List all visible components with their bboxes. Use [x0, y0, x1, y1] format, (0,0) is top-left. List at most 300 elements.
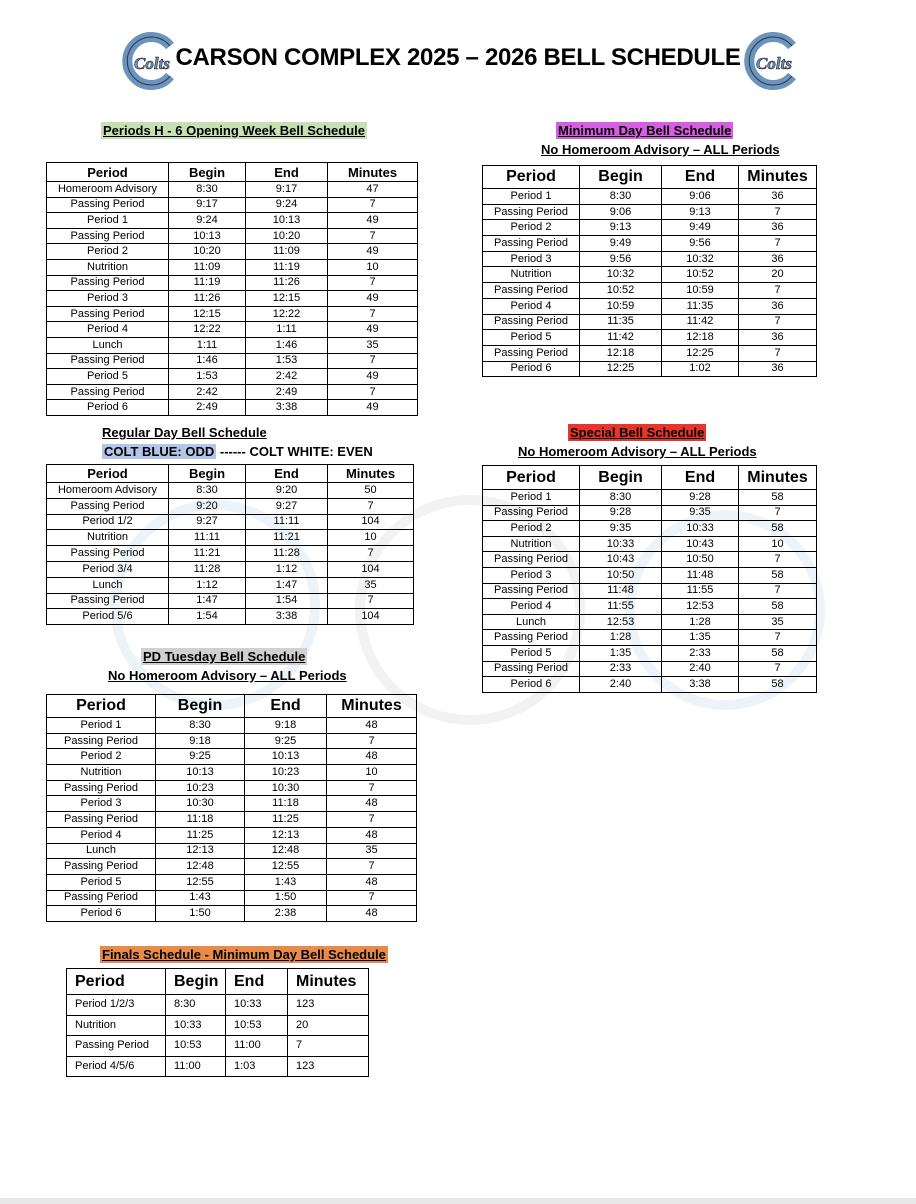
- end-cell: 10:33: [662, 521, 739, 537]
- table-row: [47, 780, 417, 796]
- minutes-cell: 7: [328, 275, 418, 291]
- begin-cell: 1:28: [580, 630, 662, 646]
- colt-white-label: COLT WHITE: EVEN: [249, 444, 373, 459]
- table-row: [483, 361, 817, 377]
- begin-cell: 1:43: [156, 890, 245, 906]
- column-header-end: End: [246, 465, 328, 483]
- minutes-cell: 48: [327, 874, 417, 890]
- minutes-cell: 36: [739, 361, 817, 377]
- end-cell: 12:25: [662, 345, 739, 361]
- minutes-cell: 7: [327, 890, 417, 906]
- column-header-begin: Begin: [156, 695, 245, 718]
- column-header-period: Period: [483, 166, 580, 189]
- table-row: [47, 213, 418, 229]
- regular-day-heading: Regular Day Bell Schedule: [102, 425, 267, 440]
- begin-cell: 9:24: [169, 213, 246, 229]
- table-row: [47, 384, 418, 400]
- minutes-cell: 35: [328, 577, 414, 593]
- begin-cell: 11:26: [169, 291, 246, 307]
- minutes-cell: 35: [739, 614, 817, 630]
- period-cell: Nutrition: [47, 765, 156, 781]
- column-header-minutes: Minutes: [328, 163, 418, 182]
- minutes-cell: 123: [288, 1056, 369, 1077]
- minimum-day-table: [482, 165, 817, 377]
- period-cell: Period 1: [483, 189, 580, 205]
- period-cell: Period 6: [483, 677, 580, 693]
- minutes-cell: 104: [328, 514, 414, 530]
- end-cell: 3:38: [662, 677, 739, 693]
- table-row: [47, 275, 418, 291]
- minutes-cell: 49: [328, 322, 418, 338]
- table-row: [47, 483, 414, 499]
- column-header-begin: Begin: [169, 465, 246, 483]
- table-row: [483, 283, 817, 299]
- minutes-cell: 36: [739, 251, 817, 267]
- period-cell: Period 2: [483, 220, 580, 236]
- end-cell: 10:13: [246, 213, 328, 229]
- begin-cell: 11:18: [156, 812, 245, 828]
- begin-cell: 1:50: [156, 906, 245, 922]
- column-header-period: Period: [483, 466, 580, 490]
- begin-cell: 10:33: [166, 1015, 226, 1036]
- period-cell: Period 4: [47, 827, 156, 843]
- end-cell: 1:12: [246, 561, 328, 577]
- legend-separator: ------: [216, 444, 250, 459]
- table-row: [483, 251, 817, 267]
- minutes-cell: 10: [739, 536, 817, 552]
- end-cell: 1:02: [662, 361, 739, 377]
- table-row: [47, 561, 414, 577]
- period-cell: Period 5: [483, 330, 580, 346]
- begin-cell: 11:09: [169, 259, 246, 275]
- end-cell: 11:21: [246, 530, 328, 546]
- period-cell: Passing Period: [483, 552, 580, 568]
- table-row: [47, 859, 417, 875]
- end-cell: 12:15: [246, 291, 328, 307]
- begin-cell: 11:28: [169, 561, 246, 577]
- end-cell: 1:47: [246, 577, 328, 593]
- period-cell: Nutrition: [67, 1015, 166, 1036]
- column-header-end: End: [662, 166, 739, 189]
- begin-cell: 9:28: [580, 505, 662, 521]
- minutes-cell: 7: [739, 236, 817, 252]
- period-cell: Lunch: [483, 614, 580, 630]
- table-row: [47, 498, 414, 514]
- header-row: [47, 465, 414, 483]
- period-cell: Passing Period: [47, 593, 169, 609]
- period-cell: Passing Period: [67, 1036, 166, 1057]
- period-cell: Passing Period: [483, 583, 580, 599]
- table-row: [47, 843, 417, 859]
- end-cell: 10:59: [662, 283, 739, 299]
- end-cell: 10:13: [245, 749, 327, 765]
- minutes-cell: 7: [328, 197, 418, 213]
- table-row: [483, 645, 817, 661]
- minutes-cell: 7: [739, 314, 817, 330]
- end-cell: 11:42: [662, 314, 739, 330]
- table-row: [483, 204, 817, 220]
- begin-cell: 1:46: [169, 353, 246, 369]
- period-cell: Passing Period: [483, 630, 580, 646]
- column-header-minutes: Minutes: [739, 166, 817, 189]
- begin-cell: 9:25: [156, 749, 245, 765]
- end-cell: 1:53: [246, 353, 328, 369]
- header-row: [47, 163, 418, 182]
- end-cell: 1:28: [662, 614, 739, 630]
- period-cell: Period 6: [47, 400, 169, 416]
- period-cell: Period 3: [483, 251, 580, 267]
- period-cell: Period 3/4: [47, 561, 169, 577]
- end-cell: 10:20: [246, 228, 328, 244]
- end-cell: 9:28: [662, 490, 739, 506]
- minutes-cell: 123: [288, 995, 369, 1016]
- period-cell: Period 1: [483, 490, 580, 506]
- opening-week-table: [46, 162, 418, 416]
- begin-cell: 1:53: [169, 369, 246, 385]
- header-row: [67, 969, 369, 995]
- period-cell: Nutrition: [47, 259, 169, 275]
- begin-cell: 11:19: [169, 275, 246, 291]
- minutes-cell: 48: [327, 906, 417, 922]
- minutes-cell: 35: [327, 843, 417, 859]
- minutes-cell: 7: [328, 306, 418, 322]
- period-cell: Period 4/5/6: [67, 1056, 166, 1077]
- period-cell: Period 2: [47, 244, 169, 260]
- begin-cell: 10:50: [580, 567, 662, 583]
- period-cell: Nutrition: [483, 267, 580, 283]
- begin-cell: 8:30: [580, 189, 662, 205]
- table-row: [47, 827, 417, 843]
- period-cell: Period 4: [47, 322, 169, 338]
- begin-cell: 9:27: [169, 514, 246, 530]
- table-row: [483, 614, 817, 630]
- regular-day-table: [46, 464, 414, 625]
- period-cell: Passing Period: [47, 353, 169, 369]
- end-cell: 1:11: [246, 322, 328, 338]
- column-header-end: End: [226, 969, 288, 995]
- begin-cell: 12:53: [580, 614, 662, 630]
- period-cell: Period 5: [47, 874, 156, 890]
- minutes-cell: 36: [739, 298, 817, 314]
- column-header-period: Period: [47, 695, 156, 718]
- end-cell: 9:27: [246, 498, 328, 514]
- table-row: [47, 353, 418, 369]
- end-cell: 12:55: [245, 859, 327, 875]
- minutes-cell: 58: [739, 599, 817, 615]
- minutes-cell: 58: [739, 521, 817, 537]
- colt-blue-label: COLT BLUE: ODD: [104, 444, 215, 459]
- end-cell: 9:06: [662, 189, 739, 205]
- end-cell: 1:03: [226, 1056, 288, 1077]
- begin-cell: 1:12: [169, 577, 246, 593]
- table-row: [47, 530, 414, 546]
- table-row: [483, 661, 817, 677]
- period-cell: Passing Period: [483, 204, 580, 220]
- begin-cell: 11:48: [580, 583, 662, 599]
- begin-cell: 8:30: [156, 718, 245, 734]
- minutes-cell: 7: [327, 780, 417, 796]
- special-subheading: No Homeroom Advisory – ALL Periods: [518, 444, 757, 459]
- minutes-cell: 7: [288, 1036, 369, 1057]
- column-header-minutes: Minutes: [288, 969, 369, 995]
- minutes-cell: 36: [739, 220, 817, 236]
- minutes-cell: 104: [328, 609, 414, 625]
- minutes-cell: 7: [328, 353, 418, 369]
- begin-cell: 11:00: [166, 1056, 226, 1077]
- pd-tuesday-heading: PD Tuesday Bell Schedule: [143, 649, 306, 664]
- period-cell: Period 6: [47, 906, 156, 922]
- table-row: [483, 583, 817, 599]
- table-row: [483, 330, 817, 346]
- end-cell: 11:18: [245, 796, 327, 812]
- end-cell: 9:18: [245, 718, 327, 734]
- period-cell: Passing Period: [47, 546, 169, 562]
- period-cell: Passing Period: [483, 345, 580, 361]
- period-cell: Homeroom Advisory: [47, 182, 169, 198]
- minutes-cell: 7: [328, 498, 414, 514]
- minutes-cell: 10: [327, 765, 417, 781]
- minutes-cell: 7: [739, 552, 817, 568]
- begin-cell: 9:18: [156, 733, 245, 749]
- minutes-cell: 20: [288, 1015, 369, 1036]
- table-row: [47, 400, 418, 416]
- end-cell: 9:35: [662, 505, 739, 521]
- begin-cell: 11:25: [156, 827, 245, 843]
- minutes-cell: 48: [327, 749, 417, 765]
- minutes-cell: 104: [328, 561, 414, 577]
- begin-cell: 10:33: [580, 536, 662, 552]
- svg-text:Colts: Colts: [134, 54, 170, 73]
- end-cell: 10:43: [662, 536, 739, 552]
- minutes-cell: 47: [328, 182, 418, 198]
- end-cell: 11:35: [662, 298, 739, 314]
- begin-cell: 1:54: [169, 609, 246, 625]
- begin-cell: 10:52: [580, 283, 662, 299]
- table-row: [47, 322, 418, 338]
- begin-cell: 9:17: [169, 197, 246, 213]
- minutes-cell: 7: [328, 228, 418, 244]
- table-row: [483, 505, 817, 521]
- table-row: [483, 630, 817, 646]
- table-row: [47, 337, 418, 353]
- column-header-period: Period: [47, 465, 169, 483]
- period-cell: Passing Period: [47, 228, 169, 244]
- special-table: [482, 465, 817, 693]
- minutes-cell: 36: [739, 189, 817, 205]
- table-row: [67, 995, 369, 1016]
- end-cell: 11:55: [662, 583, 739, 599]
- table-row: [483, 521, 817, 537]
- opening-week-heading: Periods H - 6 Opening Week Bell Schedule: [103, 123, 365, 138]
- begin-cell: 8:30: [580, 490, 662, 506]
- begin-cell: 12:48: [156, 859, 245, 875]
- end-cell: 11:11: [246, 514, 328, 530]
- end-cell: 10:32: [662, 251, 739, 267]
- header-row: [483, 466, 817, 490]
- table-row: [67, 1036, 369, 1057]
- period-cell: Period 5: [483, 645, 580, 661]
- minutes-cell: 7: [739, 283, 817, 299]
- table-row: [47, 577, 414, 593]
- end-cell: 11:26: [246, 275, 328, 291]
- table-row: [47, 369, 418, 385]
- minutes-cell: 58: [739, 490, 817, 506]
- end-cell: 1:43: [245, 874, 327, 890]
- end-cell: 12:18: [662, 330, 739, 346]
- period-cell: Passing Period: [483, 505, 580, 521]
- header-row: [483, 166, 817, 189]
- minutes-cell: 48: [327, 718, 417, 734]
- end-cell: 9:17: [246, 182, 328, 198]
- period-cell: Period 4: [483, 599, 580, 615]
- minutes-cell: 7: [327, 733, 417, 749]
- table-row: [47, 259, 418, 275]
- column-header-minutes: Minutes: [328, 465, 414, 483]
- begin-cell: 12:18: [580, 345, 662, 361]
- page-bottom-edge: [0, 1198, 916, 1204]
- period-cell: Passing Period: [47, 306, 169, 322]
- begin-cell: 12:25: [580, 361, 662, 377]
- table-row: [47, 765, 417, 781]
- minutes-cell: 7: [328, 546, 414, 562]
- end-cell: 12:53: [662, 599, 739, 615]
- column-header-begin: Begin: [580, 166, 662, 189]
- column-header-end: End: [246, 163, 328, 182]
- minutes-cell: 49: [328, 213, 418, 229]
- column-header-period: Period: [67, 969, 166, 995]
- period-cell: Period 5: [47, 369, 169, 385]
- minutes-cell: 7: [739, 345, 817, 361]
- period-cell: Passing Period: [483, 314, 580, 330]
- finals-heading: Finals Schedule - Minimum Day Bell Schedule: [102, 947, 386, 962]
- begin-cell: 2:33: [580, 661, 662, 677]
- begin-cell: 1:11: [169, 337, 246, 353]
- table-row: [47, 197, 418, 213]
- period-cell: Period 2: [47, 749, 156, 765]
- end-cell: 9:13: [662, 204, 739, 220]
- minutes-cell: 48: [327, 796, 417, 812]
- end-cell: 12:13: [245, 827, 327, 843]
- special-heading: Special Bell Schedule: [570, 425, 705, 440]
- table-row: [47, 890, 417, 906]
- column-header-begin: Begin: [580, 466, 662, 490]
- minutes-cell: 7: [328, 384, 418, 400]
- table-row: [47, 291, 418, 307]
- end-cell: 1:35: [662, 630, 739, 646]
- period-cell: Lunch: [47, 577, 169, 593]
- end-cell: 10:50: [662, 552, 739, 568]
- pd-tuesday-table: [46, 694, 417, 922]
- minutes-cell: 49: [328, 244, 418, 260]
- end-cell: 2:40: [662, 661, 739, 677]
- table-row: [47, 228, 418, 244]
- table-row: [483, 490, 817, 506]
- column-header-minutes: Minutes: [327, 695, 417, 718]
- end-cell: 1:50: [245, 890, 327, 906]
- regular-day-legend: [102, 443, 373, 460]
- table-row: [47, 244, 418, 260]
- table-row: [67, 1056, 369, 1077]
- begin-cell: 11:55: [580, 599, 662, 615]
- period-cell: Passing Period: [47, 384, 169, 400]
- begin-cell: 10:43: [580, 552, 662, 568]
- minutes-cell: 7: [739, 583, 817, 599]
- minutes-cell: 36: [739, 330, 817, 346]
- table-row: [483, 536, 817, 552]
- table-row: [47, 796, 417, 812]
- column-header-begin: Begin: [166, 969, 226, 995]
- period-cell: Period 3: [483, 567, 580, 583]
- period-cell: Period 1: [47, 718, 156, 734]
- period-cell: Passing Period: [483, 236, 580, 252]
- page-title: CARSON COMPLEX 2025 – 2026 BELL SCHEDULE: [175, 44, 741, 71]
- begin-cell: 12:13: [156, 843, 245, 859]
- period-cell: Passing Period: [47, 197, 169, 213]
- minutes-cell: 49: [328, 400, 418, 416]
- end-cell: 10:53: [226, 1015, 288, 1036]
- begin-cell: 9:20: [169, 498, 246, 514]
- minutes-cell: 7: [739, 630, 817, 646]
- begin-cell: 8:30: [169, 182, 246, 198]
- end-cell: 11:28: [246, 546, 328, 562]
- begin-cell: 11:42: [580, 330, 662, 346]
- pd-tuesday-subheading: No Homeroom Advisory – ALL Periods: [108, 668, 347, 683]
- period-cell: Passing Period: [47, 890, 156, 906]
- minutes-cell: 7: [739, 505, 817, 521]
- begin-cell: 10:20: [169, 244, 246, 260]
- begin-cell: 11:35: [580, 314, 662, 330]
- minutes-cell: 35: [328, 337, 418, 353]
- table-row: [483, 236, 817, 252]
- table-row: [47, 609, 414, 625]
- table-row: [47, 874, 417, 890]
- end-cell: 2:33: [662, 645, 739, 661]
- minutes-cell: 49: [328, 369, 418, 385]
- period-cell: Period 3: [47, 291, 169, 307]
- end-cell: 12:48: [245, 843, 327, 859]
- begin-cell: 2:49: [169, 400, 246, 416]
- minutes-cell: 10: [328, 530, 414, 546]
- minutes-cell: 20: [739, 267, 817, 283]
- period-cell: Period 2: [483, 521, 580, 537]
- begin-cell: 2:40: [580, 677, 662, 693]
- begin-cell: 1:47: [169, 593, 246, 609]
- column-header-end: End: [662, 466, 739, 490]
- minutes-cell: 10: [328, 259, 418, 275]
- table-row: [483, 677, 817, 693]
- period-cell: Lunch: [47, 337, 169, 353]
- end-cell: 1:46: [246, 337, 328, 353]
- begin-cell: 11:21: [169, 546, 246, 562]
- end-cell: 12:22: [246, 306, 328, 322]
- table-row: [47, 906, 417, 922]
- end-cell: 2:38: [245, 906, 327, 922]
- end-cell: 9:24: [246, 197, 328, 213]
- begin-cell: 8:30: [166, 995, 226, 1016]
- end-cell: 10:23: [245, 765, 327, 781]
- begin-cell: 10:59: [580, 298, 662, 314]
- begin-cell: 9:49: [580, 236, 662, 252]
- table-row: [47, 306, 418, 322]
- end-cell: 10:30: [245, 780, 327, 796]
- begin-cell: 10:23: [156, 780, 245, 796]
- svg-text:Colts: Colts: [756, 54, 792, 73]
- period-cell: Homeroom Advisory: [47, 483, 169, 499]
- table-row: [483, 189, 817, 205]
- period-cell: Period 4: [483, 298, 580, 314]
- period-cell: Period 6: [483, 361, 580, 377]
- minutes-cell: 7: [327, 812, 417, 828]
